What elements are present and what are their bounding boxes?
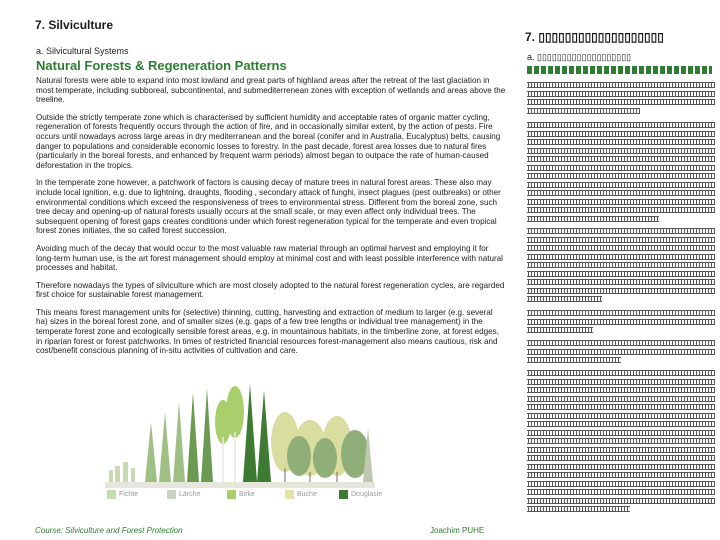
side-paragraph-6 <box>527 370 715 515</box>
slide-title: 7. Silviculture <box>35 18 114 32</box>
side-panel-subtitle: a. ▯▯▯▯▯▯▯▯▯▯▯▯▯▯▯▯▯▯▯ <box>527 52 632 62</box>
side-panel-headline <box>527 66 712 74</box>
page-headline: Natural Forests & Regeneration Patterns <box>36 58 287 73</box>
side-paragraph-2 <box>527 122 715 224</box>
side-paragraph-1 <box>527 82 715 116</box>
legend-item-laerche <box>167 490 200 499</box>
legend-label: Birke <box>239 491 255 498</box>
side-paragraph-5 <box>527 340 715 366</box>
legend-item-fichte <box>107 490 138 499</box>
side-paragraph-4 <box>527 310 715 336</box>
footer-author: Joachim PUHE <box>430 526 485 535</box>
forest-succession-illustration <box>105 382 375 488</box>
legend-item-douglasie <box>339 490 382 499</box>
legend-swatch <box>167 490 176 499</box>
legend-item-birke <box>227 490 255 499</box>
paragraph-4: Avoiding much of the decay that would occur to the most valuable raw material through an optimal harvest and employing it for long-term human use, is the art forest management should employ at minimal cost and with least possible interference with natural processes and habitat. <box>36 243 503 273</box>
legend-label: Fichte <box>119 491 139 498</box>
paragraph-1: Natural forests were able to expand into most lowland and great parts of highland areas after the retreat of the last glaciation in most temperate, including subboreal, subcontinental, and submediterrenean zones with exception of wetlands and areas above the treeline. <box>36 76 506 105</box>
paragraph-6: This means forest management units for (selective) thinning, cutting, harvesting and extraction of medium to larger (e.g. several ha) sizes in the boreal forest zone, and of smaller sizes (e.g. gaps of a few tree lengths or individual tree management) in the temperate forest zone and ecologically sensible forest areas, e.g. in mountainous habitats, in the timberline zone, at forest edges, in riparian forest or forest patchworks. In times of restricted financial resources forest-management also means cautious, risk and cost/benefit conscious planning of in-situ activities of cultivation and care. <box>36 307 499 356</box>
side-panel-title: 7. ▯▯▯▯▯▯▯▯▯▯▯▯▯▯▯▯▯▯▯ <box>525 30 664 44</box>
legend-label: Lärche <box>179 491 201 498</box>
paragraph-5: Therefore nowadays the types of silviculture which are most closely adopted to the natural forest regeneration cycles, are regarded first choice for sustainable forest management. <box>36 280 505 300</box>
legend-label: Buche <box>297 491 317 498</box>
legend-swatch <box>285 490 294 499</box>
paragraph-3: In the temperate zone however, a patchwork of factors is causing decay of mature trees in natural forest areas. These also may include local ignition, e.g. due to lightning, draughts, flooding , secondary attack of funghi, insect plagues (pest outbreaks) or other environmental conditions which exceed the responsiveness of trees to environmental stress. Different from the boreal zone, such tree decay and opening-up of natural forests usually occurs at the small scale, or may even affect only individual trees. The subsequent opening of forest gaps creates conditions under which forest regeneration typical for the temperate and even tropical forest zones initiates, the so called forest succession. <box>36 178 501 236</box>
legend-item-buche <box>285 490 317 499</box>
paragraph-2: Outside the strictly temperate zone which is characterised by sufficient humidity and acceptable rates of organic matter cycling, regeneration of forests frequently occurs through the action of fire, and in occasionally similar extent, by the action of pests. Fire occurs until nowadays across large areas in dry mediterranean and the boreal (conifer and in Australia, Eucalyptus) belts, causing danger to populations and considerable economic losses to forestry. In the past decade, forest area losses due to natural fires (particularly in the boreal forests, and enhanced by frequent warm periods) almost began to outpace the rate of human-caused deforestation in the tropics. <box>36 112 501 170</box>
legend-swatch <box>107 490 116 499</box>
footer-course: Course: Silviculture and Forest Protection <box>35 526 183 535</box>
section-subtitle: a. Silvicultural Systems <box>36 46 129 56</box>
legend-label: Douglasie <box>351 491 383 498</box>
body-text <box>36 76 506 364</box>
legend-swatch <box>227 490 236 499</box>
species-legend <box>107 490 383 500</box>
side-paragraph-3 <box>527 228 715 305</box>
legend-swatch <box>339 490 348 499</box>
